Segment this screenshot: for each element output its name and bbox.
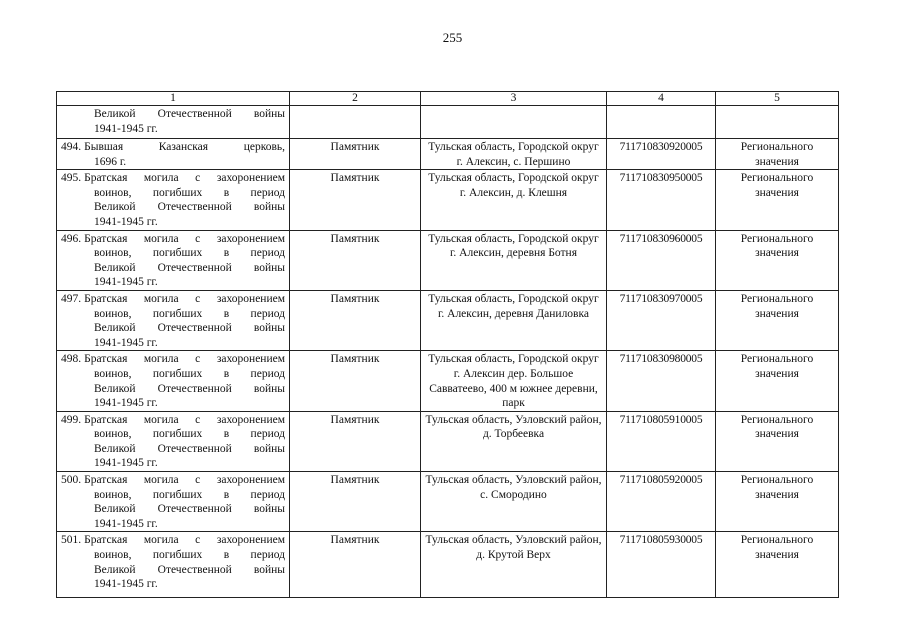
row-number: 500. — [61, 474, 82, 487]
object-name-line: воинов, погибших в период — [94, 488, 285, 501]
category-cell: Регионального значения — [716, 472, 839, 532]
column-header-5: 5 — [716, 92, 839, 106]
row-number: 494. — [61, 141, 82, 153]
page-number: 255 — [442, 30, 463, 45]
object-name-line: Бывшая Казанская церковь, — [84, 141, 285, 153]
registry-code-cell — [607, 106, 716, 139]
object-name-line: 1941-1945 гг. — [94, 215, 158, 228]
object-name-line: Великой Отечественной войны — [94, 503, 285, 516]
object-name-line-wrapper — [61, 171, 285, 186]
table-row — [57, 139, 839, 170]
object-name-cell — [57, 170, 290, 230]
address-cell: Тульская область, Узловский район, с. Смородино — [421, 472, 607, 532]
column-header-4: 4 — [607, 92, 716, 106]
address-cell: Тульская область, Городской округ г. Алексин, деревня Даниловка — [421, 290, 607, 350]
registry-code-cell: 711710805930005 — [607, 532, 716, 598]
address-cell: Тульская область, Узловский район, д. Торбеевка — [421, 411, 607, 471]
object-type-cell — [290, 106, 421, 139]
table-row — [57, 106, 839, 139]
object-type-cell: Памятник — [290, 170, 421, 230]
address-cell: Тульская область, Городской округ г. Алексин, с. Першино — [421, 139, 607, 170]
column-header-2: 2 — [290, 92, 421, 106]
registry-code-cell: 711710830950005 — [607, 170, 716, 230]
object-type-cell: Памятник — [290, 139, 421, 170]
object-type-cell: Памятник — [290, 351, 421, 411]
table-body — [57, 106, 839, 598]
object-name-cell — [57, 106, 290, 139]
object-type-cell: Памятник — [290, 230, 421, 290]
object-name-line: Великой Отечественной войны — [94, 442, 285, 455]
object-name-line: Великой Отечественной войны — [94, 201, 285, 214]
row-number: 496. — [61, 232, 82, 245]
category-cell: Регионального значения — [716, 139, 839, 170]
object-name-line: Братская могила с захоронением — [84, 413, 285, 426]
object-name-line: воинов, погибших в период — [94, 367, 285, 380]
table-row — [57, 290, 839, 350]
object-type-cell: Памятник — [290, 472, 421, 532]
object-name-line-wrapper — [61, 473, 285, 488]
table-row — [57, 351, 839, 411]
object-name-cell — [57, 532, 290, 598]
object-name-line: воинов, погибших в период — [94, 307, 285, 320]
row-number: 499. — [61, 413, 82, 426]
object-name-cell — [57, 230, 290, 290]
object-name-line: Братская могила с захоронением — [84, 474, 285, 487]
object-name-line: Братская могила с захоронением — [84, 292, 285, 305]
address-cell: Тульская область, Городской округ г. Алексин, деревня Ботня — [421, 230, 607, 290]
category-cell — [716, 106, 839, 139]
category-cell: Регионального значения — [716, 230, 839, 290]
object-name-line-wrapper — [61, 232, 285, 247]
column-header-3: 3 — [421, 92, 607, 106]
object-name-line: Братская могила с захоронением — [84, 172, 285, 185]
registry-code-cell: 711710830970005 — [607, 290, 716, 350]
registry-code-cell: 711710805910005 — [607, 411, 716, 471]
object-name-line-wrapper — [61, 352, 285, 367]
address-cell: Тульская область, Городской округ г. Алексин дер. Большое Савватеево, 400 м южнее деревни, парк — [421, 351, 607, 411]
object-type-cell: Памятник — [290, 411, 421, 471]
object-name-line: Братская могила с захоронением — [84, 353, 285, 366]
category-cell: Регионального значения — [716, 290, 839, 350]
category-cell: Регионального значения — [716, 532, 839, 598]
object-name-line: 1941-1945 гг. — [94, 517, 158, 530]
row-number: 497. — [61, 292, 82, 305]
object-name-cell — [57, 351, 290, 411]
registry-code-cell: 711710805920005 — [607, 472, 716, 532]
object-name-line: 1941-1945 гг. — [94, 336, 158, 349]
table-row — [57, 532, 839, 598]
address-cell — [421, 106, 607, 139]
heritage-registry-table — [56, 91, 839, 598]
registry-code-cell: 711710830920005 — [607, 139, 716, 170]
table-row — [57, 472, 839, 532]
object-name-cell — [57, 290, 290, 350]
object-name-line: 1941-1945 гг. — [94, 457, 158, 470]
address-cell: Тульская область, Узловский район, д. Крутой Верх — [421, 532, 607, 598]
object-name-line: 1941-1945 гг. — [94, 397, 158, 410]
object-name-line: Великой Отечественной войны — [94, 382, 285, 395]
object-name-line-wrapper — [61, 533, 285, 548]
table-header-row — [57, 92, 839, 106]
object-name-cell — [57, 411, 290, 471]
category-cell: Регионального значения — [716, 170, 839, 230]
object-name-line: Братская могила с захоронением — [84, 534, 285, 547]
object-name-line: Великой Отечественной войны — [94, 108, 285, 120]
object-name-line: воинов, погибших в период — [94, 186, 285, 199]
table-row — [57, 411, 839, 471]
column-header-1: 1 — [57, 92, 290, 106]
object-name-line: воинов, погибших в период — [94, 428, 285, 441]
category-cell: Регионального значения — [716, 351, 839, 411]
object-name-line-wrapper — [61, 413, 285, 428]
object-type-cell: Памятник — [290, 532, 421, 598]
object-name-cell — [57, 472, 290, 532]
object-type-cell: Памятник — [290, 290, 421, 350]
object-name-line: 1941-1945 гг. — [94, 578, 158, 591]
category-cell: Регионального значения — [716, 411, 839, 471]
table-row — [57, 230, 839, 290]
object-name-line: воинов, погибших в период — [94, 549, 285, 562]
object-name-line: 1941-1945 гг. — [94, 122, 158, 135]
row-number: 495. — [61, 172, 82, 185]
object-name-line: воинов, погибших в период — [94, 247, 285, 260]
row-number: 498. — [61, 353, 82, 366]
registry-code-cell: 711710830980005 — [607, 351, 716, 411]
object-name-cell — [57, 139, 290, 170]
registry-code-cell: 711710830960005 — [607, 230, 716, 290]
object-name-line: Братская могила с захоронением — [84, 232, 285, 245]
object-name-line: Великой Отечественной войны — [94, 322, 285, 335]
object-name-line: Великой Отечественной войны — [94, 563, 285, 576]
table-row — [57, 170, 839, 230]
object-name-line: 1941-1945 гг. — [94, 276, 158, 289]
object-name-line-wrapper — [61, 292, 285, 307]
object-name-line: Великой Отечественной войны — [94, 261, 285, 274]
object-name-line: 1696 г. — [94, 155, 127, 168]
object-name-line-wrapper — [61, 140, 285, 155]
address-cell: Тульская область, Городской округ г. Алексин, д. Клешня — [421, 170, 607, 230]
row-number: 501. — [61, 534, 82, 547]
